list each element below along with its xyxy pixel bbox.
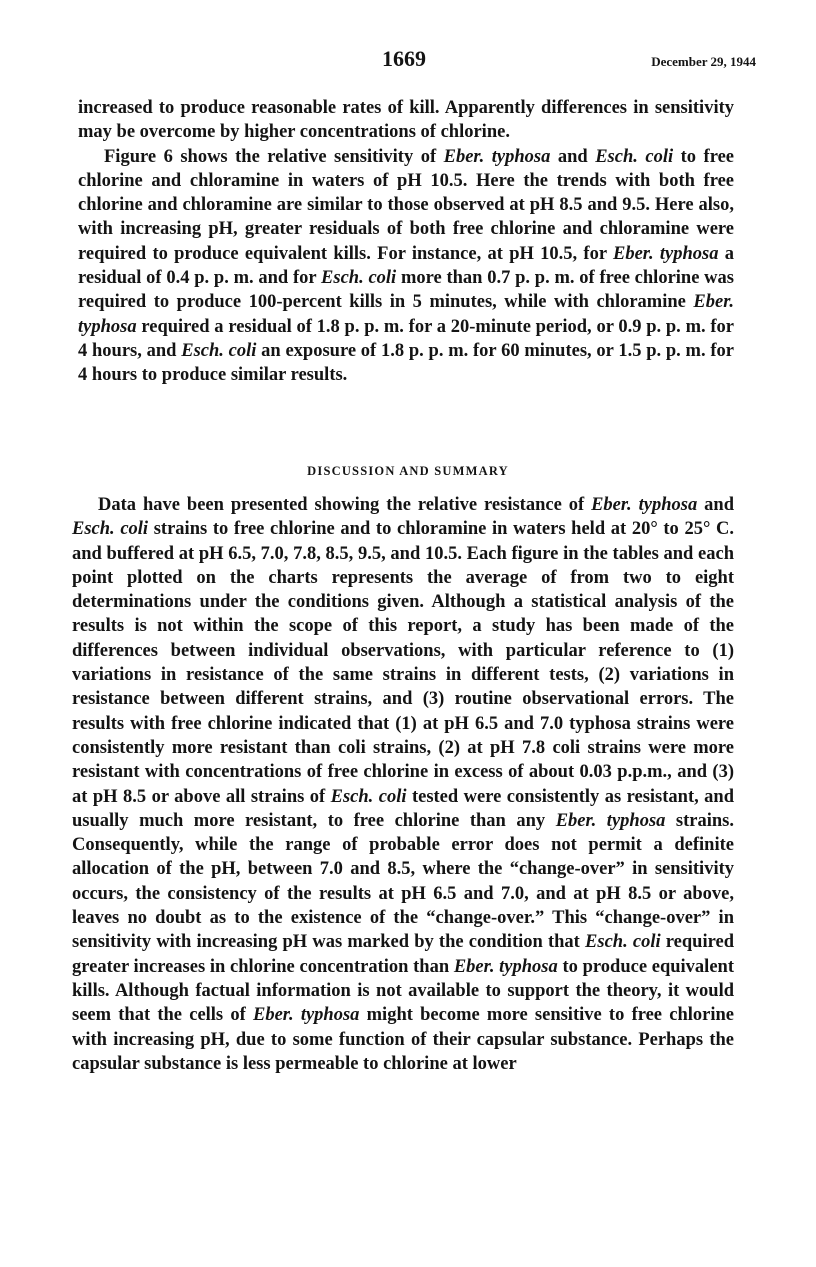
species-name: Eber. typhosa	[591, 495, 698, 515]
species-name: Esch. coli	[72, 519, 149, 540]
species-name: Eber. typhosa	[613, 243, 719, 264]
figure-6-paragraph: Figure 6 shows the relative sensitivity of Eber. typhosa and Esch. coli to free chlorine and chloramine in waters of pH 10.5. Here the trends with both free chlorine and chloramine are similar to those observed at pH 8.5 and 9.5. Here also, with increasing pH, greater residuals of both free chlorine and chloramine were required to produce equivalent kills. For instance, at pH 10.5, for Eber. typhosa a residual of 0.4 p. p. m. and for Esch. coli more than 0.7 p. p. m. of free chlorine was required to produce 100-percent kills in 5 minutes, while with chloramine Eber. typhosa required a residual of 1.8 p. p. m. for a 20-minute period, or 0.9 p. p. m. for 4 hours, and Esch. coli an exposure of 1.8 p. p. m. for 60 minutes, or 1.5 p. p. m. for 4 hours to produce similar results.	[78, 146, 735, 386]
continuation-paragraph: increased to produce reasonable rates of kill. Apparently differences in sensitivity may be overcome by higher concentrations of chlorine.	[78, 98, 734, 143]
species-name: Eber. typhosa	[78, 292, 734, 337]
page-header	[0, 42, 816, 82]
upper-text-block	[78, 96, 734, 388]
discussion-paragraph: Data have been presented showing the relative resistance of Eber. typhosa and Esch. coli strains to free chlorine and to chloramine in waters held at 20° to 25° C. and buffered at pH 6.5, 7.0, 7.8, 8.5, 9.5, and 10.5. Each figure in the tables and each point plotted on the charts represents the average of from two to eight determinations under the conditions given. Although a statistical analysis of the results is not within the scope of this report, a study has been made of the differences between individual observations, with particular reference to (1) variations in resistance of the same strains in different tests, (2) variations in resistance between different strains, and (3) routine observational errors. The results with free chlorine indicated that (1) at pH 6.5 and 7.0 typhosa strains were consistently more resistant than coli strains, (2) at pH 7.8 coli strains were more resistant with concentrations of free chlorine in excess of about 0.03 p.p.m., and (3) at pH 8.5 or above all strains of Esch. coli tested were consistently as resistant, and usually much more resistant, to free chlorine than any Eber. typhosa strains. Consequently, while the range of probable error does not permit a definite allocation of the pH, between 7.0 and 8.5, where the “change-over” in sensitivity occurs, the consistency of the results at pH 6.5 and 7.0, and at pH 8.5 or above, leaves no doubt as to the existence of the “change-over.” This “change-over” in sensitivity with increasing pH was marked by the condition that Esch. coli required greater increases in chlorine concentration than Eber. typhosa to produce equivalent kills. Although factual information is not available to support the theory, it would seem that the cells of Eber. typhosa might become more sensitive to free chlorine with increasing pH, due to some function of their capsular substance. Perhaps the capsular substance is less permeable to chlorine at lower	[72, 495, 735, 1074]
page-number: 1669	[382, 46, 426, 71]
species-name: Esch. coli	[321, 268, 397, 289]
species-name: Eber. typhosa	[443, 146, 551, 167]
species-name: Esch. coli	[585, 932, 661, 953]
section-heading: DISCUSSION AND SUMMARY	[307, 464, 509, 478]
publication-date: December 29, 1944	[651, 54, 756, 69]
species-name: Esch. coli	[595, 146, 674, 167]
species-name: Eber. typhosa	[555, 810, 666, 831]
species-name: Esch. coli	[181, 340, 257, 361]
discussion-text-block	[72, 493, 734, 1076]
species-name: Eber. typhosa	[453, 956, 558, 977]
species-name: Esch. coli	[330, 786, 407, 807]
species-name: Eber. typhosa	[253, 1005, 360, 1026]
